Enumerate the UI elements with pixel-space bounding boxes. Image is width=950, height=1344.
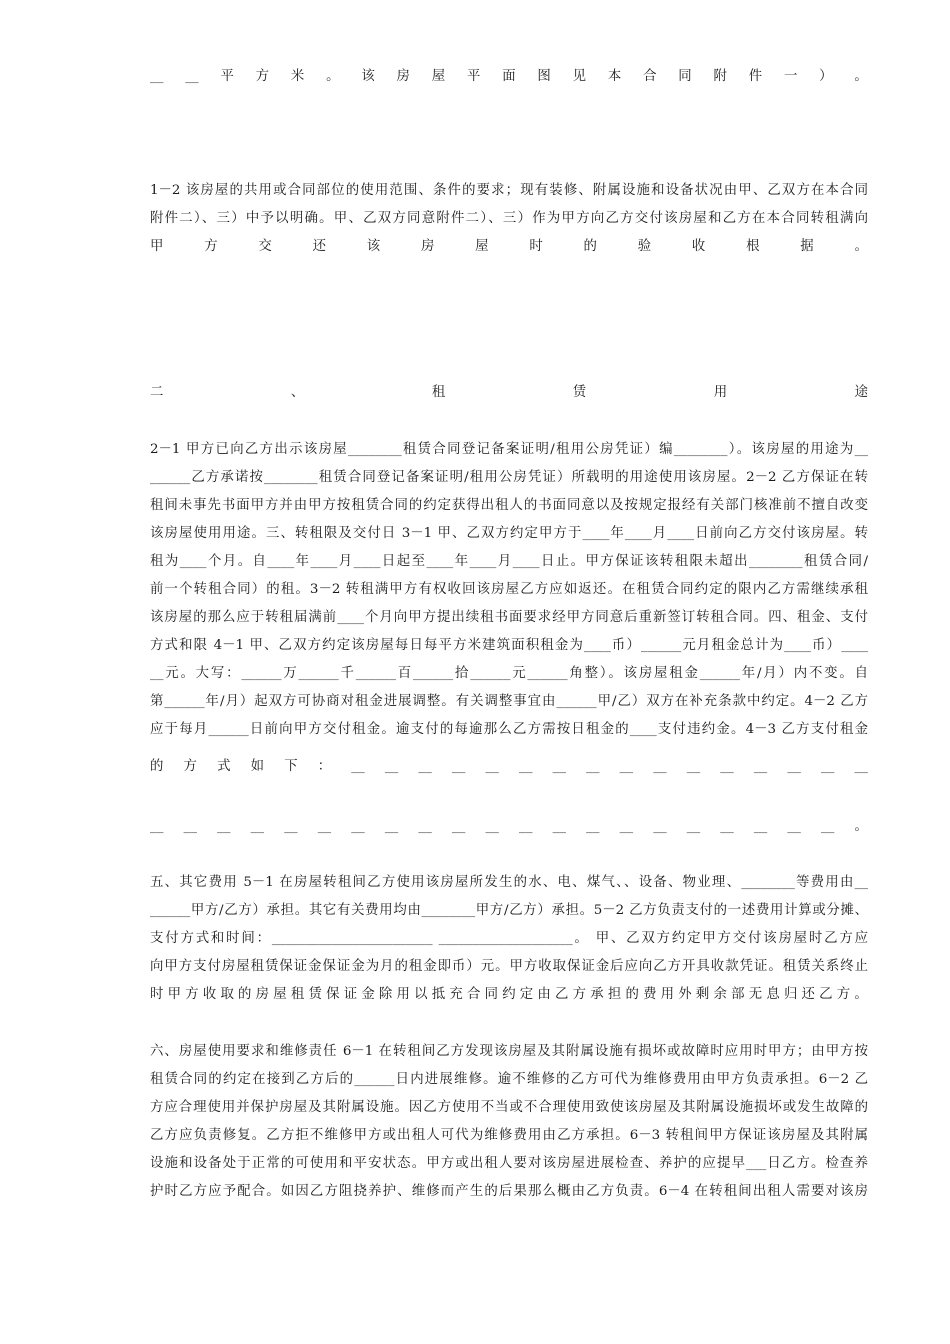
spaced-char: __ bbox=[720, 819, 734, 834]
spaced-char: 赁 bbox=[308, 987, 322, 1002]
spaced-char: __ bbox=[619, 819, 634, 834]
spaced-char: 平 bbox=[220, 69, 234, 84]
spaced-char: __ bbox=[485, 819, 499, 834]
spaced-char: 平 bbox=[466, 69, 481, 84]
spaced-char: __ bbox=[317, 819, 332, 834]
paragraph-line: 第______年/月）起双方可协商对租金进展调整。有关调整事宜由______甲/乙）双方在补充条款中约定。4－2 乙方 bbox=[150, 694, 868, 709]
spaced-char: 承 bbox=[590, 987, 604, 1002]
spaced-char: 以 bbox=[414, 987, 428, 1002]
spaced-char: 甲 bbox=[167, 987, 181, 1002]
paragraph-line: 方应合理使用并保护房屋及其附属设施。因乙方使用不当或不合理使用致使该房屋及其附属设施损坏或发生故障的 bbox=[150, 1100, 868, 1115]
spaced-char: 方 bbox=[185, 987, 199, 1002]
spaced-text-line bbox=[150, 758, 868, 776]
spaced-char: 方 bbox=[255, 69, 270, 84]
spaced-char: __ bbox=[586, 759, 600, 774]
spaced-char: __ bbox=[418, 759, 432, 774]
spaced-char: 租 bbox=[431, 385, 446, 400]
spaced-char: 用 bbox=[713, 385, 728, 400]
paragraph-line: 前一个转租合同）的租。3－2 转租满甲方有权收回该房屋乙方应如返还。在租赁合同约定的限内乙方需继续承租 bbox=[150, 582, 868, 597]
spaced-char: 保 bbox=[326, 987, 340, 1002]
spaced-char: 图 bbox=[537, 69, 551, 84]
spaced-char: 本 bbox=[607, 69, 622, 84]
spaced-char: 归 bbox=[783, 987, 798, 1002]
spaced-char: 的 bbox=[150, 759, 164, 774]
spaced-char: __ bbox=[552, 759, 566, 774]
spaced-char: __ bbox=[686, 759, 701, 774]
spaced-char: 该 bbox=[361, 69, 375, 84]
spaced-char: __ bbox=[384, 759, 399, 774]
paragraph-line: __元。大写：______万______千______百______拾______元______角整）。该房屋租金______年/月）内不变。自 bbox=[150, 666, 868, 681]
paragraph-line: 支付方式和时间：________________________ ____________________。 甲、乙双方约定甲方交付该房屋时乙方应 bbox=[150, 931, 868, 946]
spaced-char: 约 bbox=[502, 987, 516, 1002]
spaced-char: 由 bbox=[537, 987, 551, 1002]
spaced-char: __ bbox=[787, 819, 801, 834]
paragraph-line: 向甲方支付房屋租赁保证金保证金为月的租金即币）元。甲方收取保证金后应向乙方开具收款凭证。租赁关系终止 bbox=[150, 959, 868, 974]
spaced-char: ： bbox=[317, 759, 332, 774]
spaced-char: 收 bbox=[691, 239, 706, 254]
spaced-char: 。 bbox=[854, 69, 868, 84]
spaced-char: __ bbox=[150, 819, 164, 834]
spaced-text-line bbox=[150, 818, 868, 836]
spaced-char: 定 bbox=[519, 987, 534, 1002]
spaced-char: 方 bbox=[183, 759, 197, 774]
paragraph-line: 该房屋的那么应于转租届满前____个月向甲方提出续租书面要求经甲方同意后重新签订转租合同。四、租金、支付 bbox=[150, 610, 868, 625]
spaced-char: 米 bbox=[290, 69, 305, 84]
spaced-char: 验 bbox=[637, 239, 652, 254]
spaced-char: 据 bbox=[800, 239, 814, 254]
spaced-char: 的 bbox=[583, 239, 597, 254]
spaced-char: 还 bbox=[801, 987, 815, 1002]
paragraph-line: 1－2 该房屋的共用或合同部位的使用范围、条件的要求；现有装修、附属设施和设备状况由甲、乙双方在本合同 bbox=[150, 183, 868, 198]
spaced-char: 下 bbox=[284, 759, 298, 774]
spaced-char: 面 bbox=[502, 69, 516, 84]
spaced-char: __ bbox=[753, 819, 768, 834]
spaced-char: 屋 bbox=[475, 239, 489, 254]
spaced-char: 、 bbox=[290, 385, 305, 400]
spaced-char: 充 bbox=[449, 987, 463, 1002]
spaced-char: 房 bbox=[396, 69, 410, 84]
paragraph-line: 乙方应负责修复。乙方拒不维修甲方或出租人可代为维修费用由乙方承担。6－3 转租间甲方保证该房屋及其附属 bbox=[150, 1128, 868, 1143]
spaced-char: 息 bbox=[766, 987, 780, 1002]
spaced-char: 费 bbox=[643, 987, 657, 1002]
spaced-char: __ bbox=[753, 759, 768, 774]
spaced-char: 担 bbox=[607, 987, 622, 1002]
spaced-char: __ bbox=[820, 759, 835, 774]
spaced-char: __ bbox=[854, 759, 868, 774]
spaced-char: __ bbox=[619, 759, 634, 774]
spaced-char: __ bbox=[185, 69, 199, 84]
spaced-char: 途 bbox=[854, 385, 868, 400]
spaced-char: 金 bbox=[361, 987, 375, 1002]
spaced-char: 剩 bbox=[695, 987, 710, 1002]
spaced-char: __ bbox=[586, 819, 600, 834]
spaced-char: __ bbox=[485, 759, 499, 774]
spaced-char: 屋 bbox=[431, 69, 446, 84]
spaced-char: 如 bbox=[250, 759, 265, 774]
paragraph-line: ______乙方承诺按________租赁合同登记备案证明/租用公房凭证）所载明的用途使用该房屋。2－2 乙方保证在转 bbox=[150, 470, 868, 485]
spaced-char: 方 bbox=[204, 239, 218, 254]
spaced-text-line bbox=[150, 384, 868, 402]
spaced-char: 同 bbox=[484, 987, 498, 1002]
spaced-char: 该 bbox=[366, 239, 381, 254]
paragraph-line: 租赁合同的约定在接到乙方后的______日内进展维修。逾不维修的乙方可代为维修费用由甲方负责承担。6－2 乙 bbox=[150, 1072, 868, 1087]
spaced-char: 。 bbox=[326, 69, 340, 84]
spaced-char: 租 bbox=[290, 987, 305, 1002]
spaced-text-line bbox=[150, 986, 868, 1004]
spaced-char: 除 bbox=[378, 987, 393, 1002]
spaced-char: 一 bbox=[783, 69, 798, 84]
spaced-char: 还 bbox=[312, 239, 326, 254]
spaced-char: __ bbox=[183, 819, 197, 834]
paragraph-line: 租间未事先书面甲方并由甲方按租赁合同的约定获得出租人的书面同意以及按规定报经有关部门核准前不擅自改变 bbox=[150, 498, 868, 513]
spaced-char: __ bbox=[720, 759, 734, 774]
spaced-char: 部 bbox=[731, 987, 745, 1002]
spaced-char: __ bbox=[519, 759, 533, 774]
spaced-char: 外 bbox=[678, 987, 692, 1002]
spaced-char: 屋 bbox=[273, 987, 287, 1002]
spaced-char: 余 bbox=[713, 987, 727, 1002]
spaced-char: 件 bbox=[748, 69, 763, 84]
spaced-char: __ bbox=[217, 819, 231, 834]
spaced-char: 赁 bbox=[572, 385, 587, 400]
spaced-char: __ bbox=[351, 819, 365, 834]
spaced-char: 时 bbox=[529, 239, 543, 254]
spaced-char: 根 bbox=[746, 239, 760, 254]
spaced-char: 乙 bbox=[819, 987, 833, 1002]
spaced-char: 。 bbox=[854, 819, 868, 834]
spaced-char: __ bbox=[150, 69, 164, 84]
spaced-char: 附 bbox=[713, 69, 727, 84]
spaced-char: ） bbox=[819, 69, 833, 84]
spaced-text-line bbox=[150, 68, 868, 86]
spaced-char: __ bbox=[418, 819, 432, 834]
spaced-char: __ bbox=[451, 819, 466, 834]
spaced-char: 房 bbox=[420, 239, 435, 254]
spaced-char: __ bbox=[451, 759, 466, 774]
paragraph-line: 附件二）、三）中予以明确。甲、乙双方同意附件二）、三）作为甲方向乙方交付该房屋和乙方在本合同转租满向 bbox=[150, 211, 868, 226]
paragraph-line: 2－1 甲方已向乙方出示该房屋________租赁合同登记备案证明/租用公房凭证）编________）。该房屋的用途为__ bbox=[150, 442, 868, 457]
spaced-char: 。 bbox=[854, 987, 868, 1002]
spaced-char: 的 bbox=[625, 987, 639, 1002]
spaced-char: 乙 bbox=[555, 987, 569, 1002]
spaced-char: 无 bbox=[748, 987, 763, 1002]
spaced-text-line bbox=[150, 238, 868, 256]
paragraph-line: 方式和限 4－1 甲、乙双方约定该房屋每日每平方米建筑面积租金为____币）______元月租金总计为____币）____ bbox=[150, 638, 868, 653]
spaced-char: __ bbox=[653, 819, 667, 834]
spaced-char: 见 bbox=[572, 69, 587, 84]
spaced-char: 同 bbox=[678, 69, 692, 84]
spaced-char: __ bbox=[351, 759, 365, 774]
spaced-char: 收 bbox=[202, 987, 217, 1002]
spaced-char: 交 bbox=[258, 239, 272, 254]
paragraph-line: 设施和设备处于正常的可使用和平安状态。甲方或出租人要对该房屋进展检查、养护的应提早___日乙方。检查养 bbox=[150, 1156, 868, 1171]
spaced-char: 甲 bbox=[150, 239, 164, 254]
paragraph-line: 护时乙方应予配合。如因乙方阻挠养护、维修而产生的后果那么概由乙方负责。6－4 在转租间出租人需要对该房 bbox=[150, 1184, 868, 1199]
spaced-char: 的 bbox=[238, 987, 252, 1002]
spaced-char: __ bbox=[284, 819, 298, 834]
spaced-char: 房 bbox=[255, 987, 270, 1002]
spaced-char: 方 bbox=[836, 987, 851, 1002]
spaced-char: 证 bbox=[343, 987, 358, 1002]
spaced-char: 。 bbox=[854, 239, 868, 254]
spaced-char: 二 bbox=[150, 385, 164, 400]
spaced-char: 式 bbox=[217, 759, 231, 774]
spaced-char: 时 bbox=[150, 987, 164, 1002]
paragraph-line: 六、房屋使用要求和维修责任 6－1 在转租间乙方发现该房屋及其附属设施有损坏或故障时应用时甲方；由甲方按 bbox=[150, 1044, 868, 1059]
spaced-char: __ bbox=[686, 819, 701, 834]
spaced-char: 合 bbox=[466, 987, 481, 1002]
spaced-char: 抵 bbox=[431, 987, 446, 1002]
paragraph-line: 应于每月______日前向甲方交付租金。逾支付的每逾那么乙方需按日租金的____支付违约金。4－3 乙方支付租金 bbox=[150, 722, 868, 737]
paragraph-line: 该房屋使用用途。三、转租限及交付日 3－1 甲、乙双方约定甲方于____年____月____日前向乙方交付该房屋。转 bbox=[150, 526, 868, 541]
spaced-char: 取 bbox=[220, 987, 234, 1002]
spaced-char: __ bbox=[653, 759, 667, 774]
spaced-char: __ bbox=[250, 819, 265, 834]
spaced-char: __ bbox=[787, 759, 801, 774]
spaced-char: 用 bbox=[660, 987, 675, 1002]
paragraph-line: ______甲方/乙方）承担。其它有关费用均由________甲方/乙方）承担。5－2 乙方负责支付的一述费用计算或分摊、 bbox=[150, 903, 868, 918]
spaced-char: __ bbox=[384, 819, 399, 834]
spaced-char: 合 bbox=[643, 69, 657, 84]
paragraph-line: 五、其它费用 5－1 在房屋转租间乙方使用该房屋所发生的水、电、煤气、、设备、物业理、________等费用由__ bbox=[150, 875, 868, 890]
spaced-char: __ bbox=[552, 819, 566, 834]
spaced-char: 方 bbox=[572, 987, 587, 1002]
spaced-char: __ bbox=[519, 819, 533, 834]
spaced-char: __ bbox=[820, 819, 835, 834]
paragraph-line: 租为____个月。自____年____月____日起至____年____月____日止。甲方保证该转租限未超出________租赁合同/ bbox=[150, 554, 868, 569]
spaced-char: 用 bbox=[396, 987, 410, 1002]
